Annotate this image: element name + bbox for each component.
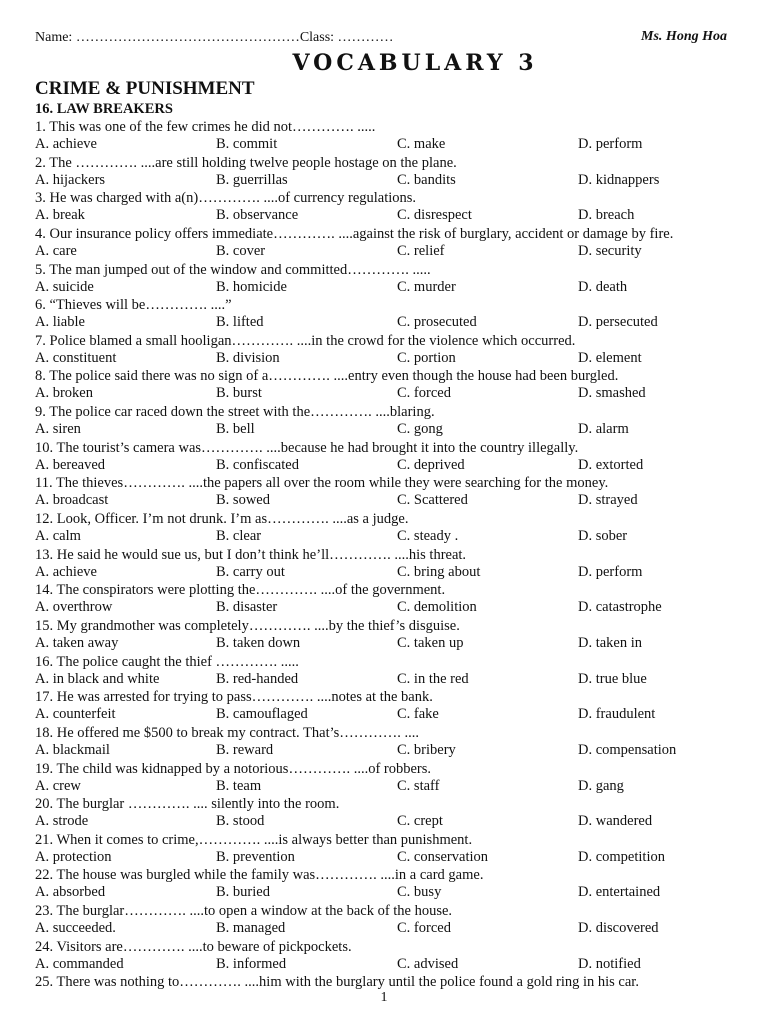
answer-option-c: C. forced	[397, 920, 451, 937]
answer-option-a: A. break	[35, 207, 85, 224]
question-text: 18. He offered me $500 to break my contract. That’s…………. ....	[35, 724, 420, 741]
answer-option-a: A. absorbed	[35, 884, 106, 901]
question-text: 7. Police blamed a small hooligan…………. ....in the crowd for the violence which occurred.	[35, 332, 576, 349]
answer-option-b: B. sowed	[216, 492, 270, 509]
answer-option-c: C. fake	[397, 706, 439, 723]
answer-option-c: C. prosecuted	[397, 314, 477, 331]
answer-option-c: C. in the red	[397, 670, 469, 687]
answer-option-c: C. gong	[397, 421, 443, 438]
answer-option-a: A. bereaved	[35, 456, 106, 473]
answer-option-a: A. overthrow	[35, 599, 113, 616]
answer-option-a: A. siren	[35, 421, 81, 438]
answer-option-b: B. observance	[216, 207, 299, 224]
answer-option-d: D. entertained	[578, 884, 661, 901]
answer-option-d: D. perform	[578, 563, 643, 580]
answer-option-a: A. constituent	[35, 349, 117, 366]
answer-option-b: B. commit	[216, 136, 278, 152]
question-text: 4. Our insurance policy offers immediate…………. ....against the risk of burglary, accident or damage by fire.	[35, 225, 674, 242]
question-text: 25. There was nothing to…………. ....him with the burglary until the police found a gold ring in his car.	[35, 974, 639, 991]
question-text: 11. The thieves…………. ....the papers all over the room while they were searching for the money.	[35, 475, 609, 492]
answer-option-b: B. prevention	[216, 848, 295, 865]
answer-options	[35, 742, 735, 760]
question-text: 17. He was arrested for trying to pass…………. ....notes at the bank.	[35, 689, 433, 706]
answer-option-d: D. true blue	[578, 670, 647, 687]
answer-option-c: C. crept	[397, 813, 443, 830]
answer-option-b: B. reward	[216, 741, 274, 758]
answer-option-c: C. bandits	[397, 171, 456, 188]
answer-option-a: A. strode	[35, 813, 89, 830]
question-text: 2. The …………. ....are still holding twelve people hostage on the plane.	[35, 154, 457, 171]
answer-options	[35, 528, 735, 546]
name-class-line: Name: …………………………………………Class: …………	[35, 30, 394, 45]
answer-options	[35, 314, 735, 332]
answer-option-a: A. counterfeit	[35, 706, 116, 723]
worksheet-title: VOCABULARY 3	[292, 50, 538, 76]
answer-option-a: A. suicide	[35, 278, 94, 295]
question-text: 19. The child was kidnapped by a notorious…………. ....of robbers.	[35, 760, 432, 777]
answer-option-a: A. achieve	[35, 136, 97, 152]
answer-option-c: C. bring about	[397, 563, 481, 580]
answer-options	[35, 136, 735, 154]
answer-option-d: D. security	[578, 242, 642, 259]
topic-heading: 16. LAW BREAKERS	[35, 101, 173, 117]
answer-options	[35, 635, 735, 653]
answer-option-c: C. deprived	[397, 456, 465, 473]
answer-option-c: C. bribery	[397, 741, 456, 758]
answer-option-c: C. make	[397, 136, 446, 152]
answer-option-a: A. crew	[35, 777, 81, 794]
answer-option-b: B. burst	[216, 385, 262, 402]
question-text: 1. This was one of the few crimes he did not…………. .....	[35, 119, 376, 135]
question-list	[35, 118, 735, 991]
answer-option-b: B. camouflaged	[216, 706, 308, 723]
answer-option-d: D. compensation	[578, 741, 677, 758]
answer-options	[35, 778, 735, 796]
answer-option-b: B. taken down	[216, 634, 301, 651]
question-text: 24. Visitors are…………. ....to beware of pickpockets.	[35, 938, 352, 955]
answer-option-c: C. busy	[397, 884, 442, 901]
answer-option-b: B. cover	[216, 242, 266, 259]
answer-options	[35, 849, 735, 867]
answer-option-c: C. steady .	[397, 528, 459, 545]
answer-option-d: D. element	[578, 349, 642, 366]
question-text: 21. When it comes to crime,…………. ....is always better than punishment.	[35, 831, 473, 848]
answer-option-d: D. death	[578, 278, 628, 295]
answer-option-a: A. taken away	[35, 634, 119, 651]
answer-options	[35, 207, 735, 225]
answer-option-b: B. bell	[216, 421, 255, 438]
question-text: 13. He said he would sue us, but I don’t think he’ll…………. ....his threat.	[35, 546, 467, 563]
answer-option-d: D. catastrophe	[578, 599, 662, 616]
answer-option-a: A. broken	[35, 385, 93, 402]
answer-option-c: C. advised	[397, 955, 459, 972]
question-text: 9. The police car raced down the street with the…………. ....blaring.	[35, 404, 435, 421]
section-heading: CRIME & PUNISHMENT	[35, 78, 255, 99]
answer-option-d: D. alarm	[578, 421, 629, 438]
answer-option-c: C. disrespect	[397, 207, 472, 224]
answer-option-c: C. staff	[397, 777, 440, 794]
question-text: 8. The police said there was no sign of a…………. ....entry even though the house had been burgled.	[35, 368, 619, 385]
answer-options	[35, 350, 735, 368]
answer-options	[35, 385, 735, 403]
answer-option-b: B. guerrillas	[216, 171, 288, 188]
question-text: 15. My grandmother was completely…………. ....by the thief’s disguise.	[35, 617, 460, 634]
answer-option-c: C. relief	[397, 242, 445, 259]
answer-options	[35, 813, 735, 831]
answer-option-d: D. kidnappers	[578, 171, 660, 188]
answer-option-d: D. gang	[578, 777, 624, 794]
question-text: 5. The man jumped out of the window and committed…………. .....	[35, 261, 431, 278]
answer-option-b: B. confiscated	[216, 456, 299, 473]
question-text: 3. He was charged with a(n)…………. ....of currency regulations.	[35, 190, 417, 207]
answer-option-c: C. taken up	[397, 634, 464, 651]
answer-options	[35, 920, 735, 938]
answer-options	[35, 599, 735, 617]
answer-option-a: A. blackmail	[35, 741, 110, 758]
answer-option-a: A. hijackers	[35, 171, 106, 188]
answer-option-b: B. lifted	[216, 314, 264, 331]
answer-option-a: A. protection	[35, 848, 112, 865]
answer-option-d: D. breach	[578, 207, 635, 224]
answer-options	[35, 243, 735, 261]
answer-option-c: C. demolition	[397, 599, 477, 616]
answer-option-c: C. murder	[397, 278, 456, 295]
answer-option-d: D. discovered	[578, 920, 659, 937]
answer-option-d: D. persecuted	[578, 314, 658, 331]
answer-options	[35, 564, 735, 582]
answer-option-b: B. homicide	[216, 278, 287, 295]
question-text: 12. Look, Officer. I’m not drunk. I’m as…………. ....as a judge.	[35, 511, 409, 528]
answer-option-a: A. achieve	[35, 563, 97, 580]
answer-option-d: D. notified	[578, 955, 641, 972]
answer-option-a: A. care	[35, 242, 77, 259]
answer-option-a: A. in black and white	[35, 670, 160, 687]
answer-options	[35, 671, 735, 689]
answer-option-b: B. red-handed	[216, 670, 299, 687]
answer-option-b: B. buried	[216, 884, 270, 901]
answer-options	[35, 421, 735, 439]
question-text: 23. The burglar…………. ....to open a window at the back of the house.	[35, 903, 453, 920]
question-text: 22. The house was burgled while the family was…………. ....in a card game.	[35, 867, 484, 884]
answer-options	[35, 457, 735, 475]
answer-option-b: B. stood	[216, 813, 265, 830]
answer-option-d: D. competition	[578, 848, 665, 865]
answer-options	[35, 279, 735, 297]
answer-option-b: B. informed	[216, 955, 287, 972]
answer-option-a: A. succeeded.	[35, 920, 116, 937]
answer-option-d: D. sober	[578, 528, 628, 545]
answer-option-b: B. division	[216, 349, 280, 366]
answer-option-d: D. wandered	[578, 813, 653, 830]
worksheet-page	[35, 26, 735, 991]
answer-option-c: C. Scattered	[397, 492, 468, 509]
answer-option-c: C. forced	[397, 385, 451, 402]
answer-option-b: B. managed	[216, 920, 286, 937]
answer-option-d: D. taken in	[578, 634, 643, 651]
answer-option-c: C. conservation	[397, 848, 489, 865]
answer-options	[35, 492, 735, 510]
question-text: 6. “Thieves will be…………. ....”	[35, 297, 232, 314]
answer-option-b: B. disaster	[216, 599, 278, 616]
page-number: 1	[380, 990, 388, 1005]
answer-option-a: A. broadcast	[35, 492, 109, 509]
answer-options	[35, 956, 735, 974]
question-text: 14. The conspirators were plotting the…………. ....of the government.	[35, 582, 446, 599]
answer-options	[35, 706, 735, 724]
answer-option-d: D. smashed	[578, 385, 646, 402]
question-text: 20. The burglar …………. .... silently into the room.	[35, 796, 340, 813]
answer-option-b: B. carry out	[216, 563, 285, 580]
answer-option-a: A. calm	[35, 528, 81, 545]
answer-option-d: D. strayed	[578, 492, 638, 509]
answer-option-a: A. commanded	[35, 955, 124, 972]
answer-option-d: D. perform	[578, 136, 643, 152]
answer-option-b: B. clear	[216, 528, 262, 545]
answer-option-d: D. fraudulent	[578, 706, 656, 723]
answer-option-c: C. portion	[397, 349, 456, 366]
worksheet-header	[35, 26, 735, 48]
teacher-name: Ms. Hong Hoa	[641, 29, 727, 44]
question-text: 16. The police caught the thief …………. .....	[35, 653, 299, 670]
answer-options	[35, 172, 735, 190]
answer-options	[35, 884, 735, 902]
answer-option-d: D. extorted	[578, 456, 644, 473]
answer-option-b: B. team	[216, 777, 262, 794]
question-text: 10. The tourist’s camera was…………. ....because he had brought it into the country illegally.	[35, 439, 579, 456]
answer-option-a: A. liable	[35, 314, 85, 331]
